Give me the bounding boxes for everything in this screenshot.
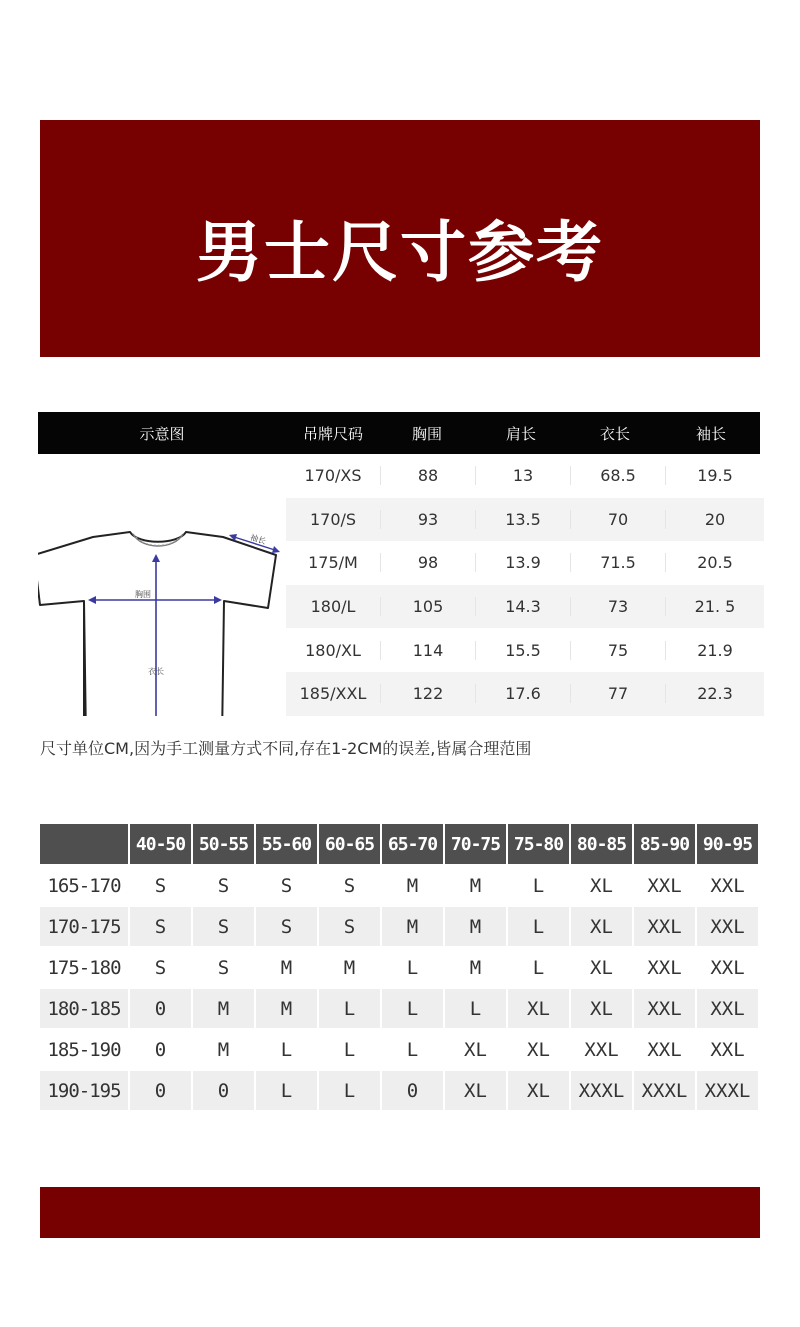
hw-size-cell: XXL	[697, 864, 760, 905]
hw-corner-cell	[40, 824, 130, 864]
hw-weight-header: 75-80	[508, 824, 571, 864]
hw-size-cell: M	[445, 946, 508, 987]
hw-size-cell: XL	[508, 987, 571, 1028]
header-length: 衣长	[599, 424, 630, 443]
tshirt-diagram	[38, 454, 286, 716]
hw-height-cell: 170-175	[40, 905, 130, 946]
hw-size-cell: L	[319, 987, 382, 1028]
size-cell: 93	[380, 510, 475, 529]
measurement-note: 尺寸单位CM,因为手工测量方式不同,存在1-2CM的误差,皆属合理范围	[40, 739, 532, 758]
hw-size-cell: XXL	[571, 1028, 634, 1069]
hw-row	[40, 946, 760, 987]
hw-size-cell: XXXL	[634, 1069, 697, 1110]
hw-size-cell: S	[130, 905, 193, 946]
hw-weight-header: 85-90	[634, 824, 697, 864]
hw-size-cell: XXL	[634, 946, 697, 987]
hw-size-cell: XXXL	[571, 1069, 634, 1110]
hw-size-cell: S	[193, 905, 256, 946]
hw-size-cell: 0	[130, 987, 193, 1028]
hw-size-cell: XL	[445, 1069, 508, 1110]
size-cell: 73	[570, 597, 665, 616]
header-tag-size: 吊牌尺码	[302, 424, 363, 443]
size-cell: 13.5	[475, 510, 570, 529]
size-table	[38, 412, 760, 716]
hw-size-cell: L	[382, 987, 445, 1028]
hw-weight-header: 55-60	[256, 824, 319, 864]
size-cell: 98	[380, 553, 475, 572]
hw-height-cell: 165-170	[40, 864, 130, 905]
hw-height-cell: 180-185	[40, 987, 130, 1028]
hw-size-cell: XXL	[697, 946, 760, 987]
hw-size-cell: M	[193, 987, 256, 1028]
size-row	[286, 541, 764, 585]
hw-weight-header: 40-50	[130, 824, 193, 864]
size-cell: 105	[380, 597, 475, 616]
size-row	[286, 672, 764, 716]
hw-row	[40, 1028, 760, 1069]
hw-size-cell: 0	[382, 1069, 445, 1110]
size-cell: 170/XS	[304, 466, 362, 486]
hw-height-cell: 185-190	[40, 1028, 130, 1069]
size-row	[286, 585, 764, 629]
size-cell: 88	[380, 466, 475, 485]
size-table-header	[38, 412, 760, 454]
hw-size-cell: L	[445, 987, 508, 1028]
size-cell: 122	[380, 684, 475, 703]
size-cell: 21. 5	[665, 597, 764, 616]
size-row	[286, 498, 764, 542]
hw-size-cell: XXL	[697, 987, 760, 1028]
hw-height-cell: 175-180	[40, 946, 130, 987]
hw-size-cell: XXL	[697, 905, 760, 946]
hw-size-cell: XL	[508, 1028, 571, 1069]
hw-weight-header: 65-70	[382, 824, 445, 864]
hw-size-cell: L	[508, 864, 571, 905]
hw-size-cell: M	[445, 864, 508, 905]
hw-size-cell: 0	[130, 1069, 193, 1110]
hw-size-cell: XL	[571, 946, 634, 987]
size-row	[286, 454, 764, 498]
hw-size-cell: S	[130, 864, 193, 905]
hw-size-cell: S	[319, 864, 382, 905]
size-cell: 15.5	[475, 641, 570, 660]
diagram-label-length: 衣长	[148, 667, 164, 676]
size-cell: 22.3	[665, 684, 764, 703]
hw-size-cell: M	[382, 864, 445, 905]
header-sleeve: 袖长	[695, 424, 726, 443]
hw-size-cell: XL	[445, 1028, 508, 1069]
size-cell: 21.9	[665, 641, 764, 660]
hw-size-cell: M	[445, 905, 508, 946]
hw-size-cell: XL	[571, 987, 634, 1028]
hw-weight-header: 60-65	[319, 824, 382, 864]
hw-weight-header: 70-75	[445, 824, 508, 864]
size-cell: 20.5	[665, 553, 764, 572]
hw-size-cell: S	[256, 905, 319, 946]
hw-size-cell: L	[319, 1028, 382, 1069]
hw-size-cell: XXL	[697, 1028, 760, 1069]
hw-size-cell: M	[319, 946, 382, 987]
hw-size-cell: L	[508, 905, 571, 946]
size-cell: 13.9	[475, 553, 570, 572]
hw-size-cell: M	[256, 987, 319, 1028]
hw-size-cell: L	[256, 1069, 319, 1110]
hw-size-cell: S	[193, 946, 256, 987]
hw-size-cell: L	[256, 1028, 319, 1069]
size-cell: 68.5	[570, 466, 665, 485]
hw-size-cell: S	[193, 864, 256, 905]
size-cell: 185/XXL	[299, 684, 367, 704]
hw-size-cell: 0	[193, 1069, 256, 1110]
hw-size-cell: M	[382, 905, 445, 946]
size-rows	[286, 454, 764, 716]
size-cell: 14.3	[475, 597, 570, 616]
header-shoulder: 肩长	[505, 424, 536, 443]
size-cell: 17.6	[475, 684, 570, 703]
hw-size-cell: L	[319, 1069, 382, 1110]
hw-size-cell: XXL	[634, 905, 697, 946]
hw-weight-header: 90-95	[697, 824, 760, 864]
hw-row	[40, 864, 760, 905]
hw-size-cell: S	[319, 905, 382, 946]
hw-size-cell: XXXL	[697, 1069, 760, 1110]
hw-size-cell: XXL	[634, 987, 697, 1028]
size-row	[286, 628, 764, 672]
hw-row	[40, 905, 760, 946]
hw-body	[40, 864, 760, 1110]
page-title: 男士尺寸参考	[196, 214, 604, 291]
size-cell: 20	[665, 510, 764, 529]
hw-size-cell: L	[382, 946, 445, 987]
header-diagram: 示意图	[139, 424, 185, 443]
hw-header-row	[40, 824, 760, 864]
diagram-label-chest: 胸围	[135, 590, 151, 599]
hw-size-cell: M	[256, 946, 319, 987]
size-cell: 70	[570, 510, 665, 529]
hw-size-cell: L	[508, 946, 571, 987]
size-cell: 170/S	[309, 509, 357, 529]
hw-size-cell: S	[256, 864, 319, 905]
hw-size-cell: XXL	[634, 1028, 697, 1069]
hw-weight-header: 80-85	[571, 824, 634, 864]
diagram-label-sleeve: 袖长	[249, 532, 267, 547]
size-cell: 13	[475, 466, 570, 485]
hw-size-cell: S	[130, 946, 193, 987]
size-cell: 180/XL	[305, 640, 361, 660]
hw-size-cell: L	[382, 1028, 445, 1069]
header-chest: 胸围	[411, 424, 442, 443]
hw-size-cell: 0	[130, 1028, 193, 1069]
hw-row	[40, 987, 760, 1028]
hw-size-cell: XL	[571, 864, 634, 905]
hw-weight-header: 50-55	[193, 824, 256, 864]
hw-row	[40, 1069, 760, 1110]
size-cell: 114	[380, 641, 475, 660]
hw-size-cell: XL	[508, 1069, 571, 1110]
hw-size-cell: XL	[571, 905, 634, 946]
size-cell: 175/M	[308, 553, 358, 573]
size-cell: 71.5	[570, 553, 665, 572]
size-cell: 19.5	[665, 466, 764, 485]
size-cell: 77	[570, 684, 665, 703]
size-cell: 75	[570, 641, 665, 660]
footer-band	[40, 1187, 760, 1238]
hw-size-cell: M	[193, 1028, 256, 1069]
height-weight-table	[40, 824, 760, 1110]
size-cell: 180/L	[310, 597, 356, 617]
hw-height-cell: 190-195	[40, 1069, 130, 1110]
title-banner	[40, 120, 760, 357]
hw-size-cell: XXL	[634, 864, 697, 905]
